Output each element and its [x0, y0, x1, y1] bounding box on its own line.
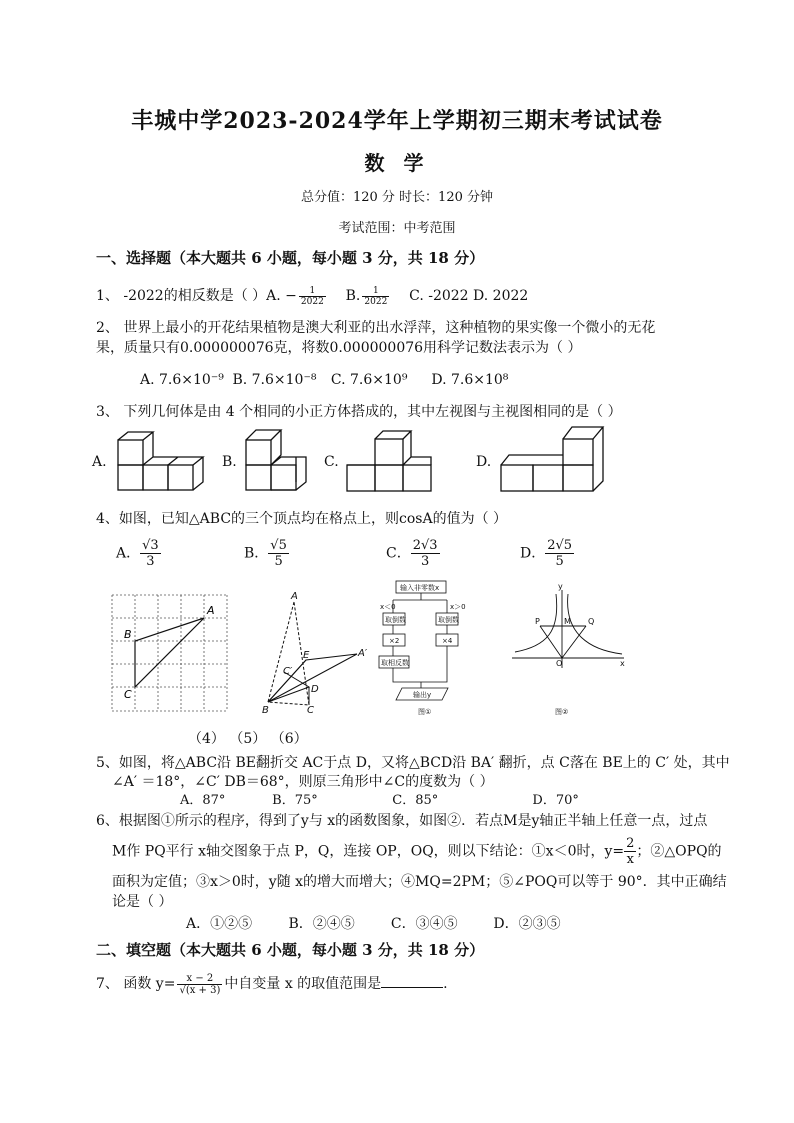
q2-line2: 果，质量只有0.000000076克，将数0.000000076用科学记数法表示为（ ） [96, 340, 582, 356]
q4-option-c: C． $\frac{2√3}{3}$ [386, 538, 438, 569]
figure-flowchart [379, 581, 466, 716]
svg-text:输入非零数x: 输入非零数x [400, 584, 440, 592]
svg-text:A′: A′ [358, 648, 368, 659]
svg-text:E: E [303, 650, 310, 661]
q2-option-b: B. 7.6×10⁻⁸ [232, 372, 317, 388]
q5-line2: ∠A′ ＝18°，∠C′ DB＝68°，则原三角形中∠C的度数为（ ） [112, 774, 494, 790]
svg-text:取倒数: 取倒数 [438, 616, 459, 624]
svg-text:取倒数: 取倒数 [385, 616, 406, 624]
q7-answer-blank[interactable] [381, 987, 443, 988]
q2-option-d: D. 7.6×10⁸ [431, 372, 509, 388]
q6-option-c: C．③④⑤ [390, 916, 458, 932]
q6-option-b: B．②④⑤ [288, 916, 355, 932]
page-title: 丰城中学2023-2024学年上学期初三期末考试试卷 [131, 108, 663, 134]
q1-option-b-label: B. [345, 288, 361, 304]
subject-title: 数 学 [364, 151, 430, 175]
q3-label-c: C. [324, 454, 339, 470]
svg-text:C: C [124, 688, 132, 701]
svg-text:×2: ×2 [389, 637, 400, 645]
q6-option-a: A．①②⑤ [186, 916, 253, 932]
svg-text:x＞0: x＞0 [450, 603, 466, 611]
svg-text:B: B [124, 628, 132, 641]
q2-options [140, 368, 508, 392]
figure-4-grid-triangle [112, 595, 227, 711]
exam-scope: 考试范围：中考范围 [338, 221, 456, 236]
q3-label-d: D. [476, 454, 492, 470]
question-1 [96, 284, 528, 308]
q5-option-c: C．85° [392, 793, 439, 808]
svg-text:×4: ×4 [442, 637, 453, 645]
svg-text:C′: C′ [283, 666, 293, 677]
q2-line1: 2、 世界上最小的开花结果植物是澳大利亚的出水浮萍，这种植物的果实像一个微小的无花 [96, 320, 656, 336]
svg-text:C: C [307, 705, 314, 716]
svg-text:输出y: 输出y [413, 691, 432, 699]
svg-text:x＜0: x＜0 [380, 603, 396, 611]
q6-options [186, 912, 561, 936]
svg-text:M: M [564, 617, 571, 626]
svg-text:P: P [535, 617, 540, 626]
figure-a-cubes [118, 432, 203, 490]
figure-caption: （4） （5） （6） [188, 731, 308, 747]
q1-option-cd: C. -2022 D. 2022 [409, 288, 529, 304]
svg-text:Q: Q [588, 617, 595, 626]
svg-text:A: A [291, 591, 298, 602]
question-7: 7、 函数 y= $\frac{x - 2}{√(x + 3)}$ 中自变量 x 的取值范围是 . [96, 972, 448, 996]
q4-option-b: B． $\frac{√5}{5}$ [244, 538, 287, 569]
svg-text:取相反数: 取相反数 [381, 659, 409, 667]
svg-text:O: O [556, 659, 563, 668]
q6-option-d: D．②③⑤ [493, 916, 561, 932]
svg-text:y: y [558, 582, 563, 591]
svg-text:B: B [262, 705, 269, 716]
q3-label-a: A. [92, 454, 107, 470]
q6-line2: M作 PQ平行 x轴交图象于点 P，Q，连接 OP，OQ，则以下结论：①x＜0时，y= $\frac{2}{x}$ ；②△OPQ的 [112, 836, 722, 867]
figure-5-fold-triangle [262, 591, 368, 716]
q3-label-b: B. [222, 454, 237, 470]
q1-option-a-frac: $\frac{1}{2022}$ [300, 285, 324, 307]
svg-text:x: x [620, 659, 625, 668]
q5-option-d: D．70° [532, 793, 579, 808]
svg-text:A: A [207, 604, 215, 617]
q4-option-d: D． $\frac{2√5}{5}$ [520, 538, 573, 569]
q6-line4: 论是（ ） [112, 894, 173, 910]
q3-stem: 3、 下列几何体是由 4 个相同的小正方体搭成的，其中左视图与主视图相同的是（ ） [96, 404, 622, 420]
q5-line1: 5、如图，将△ABC沿 BE翻折交 AC于点 D，又将△BCD沿 BA′ 翻折，点 C落在 BE上的 C′ 处，其中 [96, 755, 730, 771]
svg-text:图①: 图① [418, 708, 432, 716]
figure-c-cubes [347, 431, 431, 491]
svg-text:图②: 图② [555, 708, 569, 716]
figure-d-cubes [501, 427, 603, 491]
q5-option-b: B．75° [272, 793, 318, 808]
q4-q6-figures [0, 580, 794, 720]
score-time: 总分值：120 分 时长：120 分钟 [300, 190, 494, 205]
q5-option-a: A．87° [180, 793, 226, 808]
q6-line3: 面积为定值；③x＞0时，y随 x的增大而增大；④MQ=2PM；⑤∠POQ可以等于 90°．其中正确结 [112, 874, 727, 890]
svg-text:D: D [311, 684, 319, 695]
q2-option-a: A. 7.6×10⁻⁹ [140, 372, 224, 388]
q1-stem: 1、 -2022的相反数是（ ）A. − [96, 288, 297, 304]
q4-option-a: A． $\frac{√3}{3}$ [116, 538, 159, 569]
section-2-heading: 二、填空题（本大题共 6 小题，每小题 3 分，共 18 分） [96, 941, 485, 959]
section-1-heading: 一、选择题（本大题共 6 小题，每小题 3 分，共 18 分） [96, 249, 485, 267]
q6-line1: 6、根据图①所示的程序，得到了y与 x的函数图象，如图②．若点M是y轴正半轴上任意一点，过点 [96, 813, 708, 829]
q1-option-b-frac: $\frac{1}{2022}$ [364, 285, 388, 307]
figure-b-cubes [246, 430, 306, 490]
figure-inverse-graph [512, 582, 625, 716]
q4-stem: 4、如图，已知△ABC的三个顶点均在格点上，则cosA的值为（ ） [96, 511, 508, 527]
q2-option-c: C. 7.6×10⁹ [330, 372, 408, 388]
q3-cube-figures [0, 420, 794, 500]
